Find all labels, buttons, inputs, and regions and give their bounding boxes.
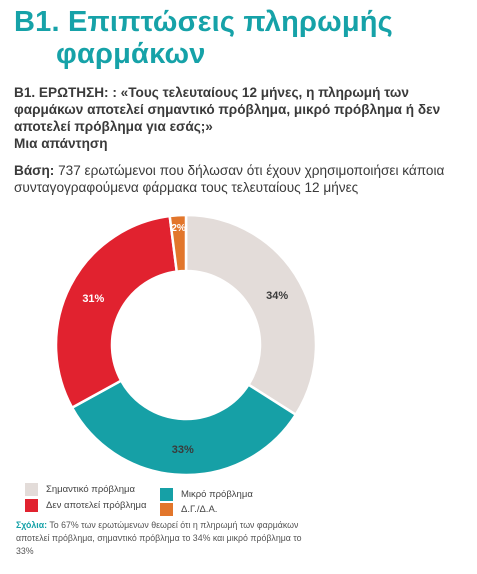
- slice-not-problem: [56, 216, 177, 408]
- data-label-not-problem: 31%: [82, 292, 105, 305]
- slice-minor: [72, 381, 296, 475]
- question-text: «Τους τελευταίους 12 μήνες, η πληρωμή των φαρμάκων αποτελεί σημαντικό πρόβλημα, μικρό πρόβλημα ή δεν αποτελεί πρόβλημα για εσάς;»: [14, 85, 441, 134]
- answer-type: Μια απάντηση: [14, 136, 108, 151]
- base-label: Βάση:: [14, 163, 55, 178]
- title-line-1: Β1. Επιπτώσεις πληρωμής: [14, 6, 393, 38]
- legend-item-not-problem: [25, 499, 146, 512]
- legend-label-dk-na: Δ.Γ./Δ.Α.: [181, 504, 218, 515]
- note-label: Σχόλια:: [16, 520, 48, 530]
- base-block: [14, 162, 472, 196]
- legend-label-not-problem: Δεν αποτελεί πρόβλημα: [46, 500, 147, 511]
- legend-swatch-not-problem: [25, 499, 38, 512]
- legend-swatch-dk-na: [160, 503, 173, 516]
- data-label-dk-na: 2%: [171, 223, 186, 235]
- question-block: [14, 84, 469, 152]
- base-text: 737 ερωτώμενοι που δήλωσαν ότι έχουν χρησιμοποιήσει κάποια συνταγογραφούμενα φάρμακα τους τελευταίους 12 μήνες: [14, 163, 445, 195]
- slice-significant: [186, 215, 316, 415]
- legend-item-minor: [160, 488, 253, 501]
- comment-note: [16, 519, 316, 558]
- legend-item-dk-na: [160, 503, 217, 516]
- legend-swatch-minor: [160, 488, 173, 501]
- data-label-minor: 33%: [171, 443, 194, 456]
- data-label-significant: 34%: [266, 289, 289, 302]
- title-line-2: φαρμάκων: [56, 38, 206, 70]
- donut-chart: [0, 205, 477, 485]
- question-prefix: Β1. ΕΡΩΤΗΣΗ: :: [14, 85, 117, 100]
- note-text: Το 67% των ερωτώμενων θεωρεί ότι η πληρωμή των φαρμάκων αποτελεί πρόβλημα, σημαντικό πρόβλημα το 34% και μικρό πρόβλημα το 33%: [16, 520, 302, 556]
- legend-label-minor: Μικρό πρόβλημα: [181, 489, 253, 500]
- legend-label-significant: Σημαντικό πρόβλημα: [46, 484, 135, 495]
- page-title: [14, 6, 393, 70]
